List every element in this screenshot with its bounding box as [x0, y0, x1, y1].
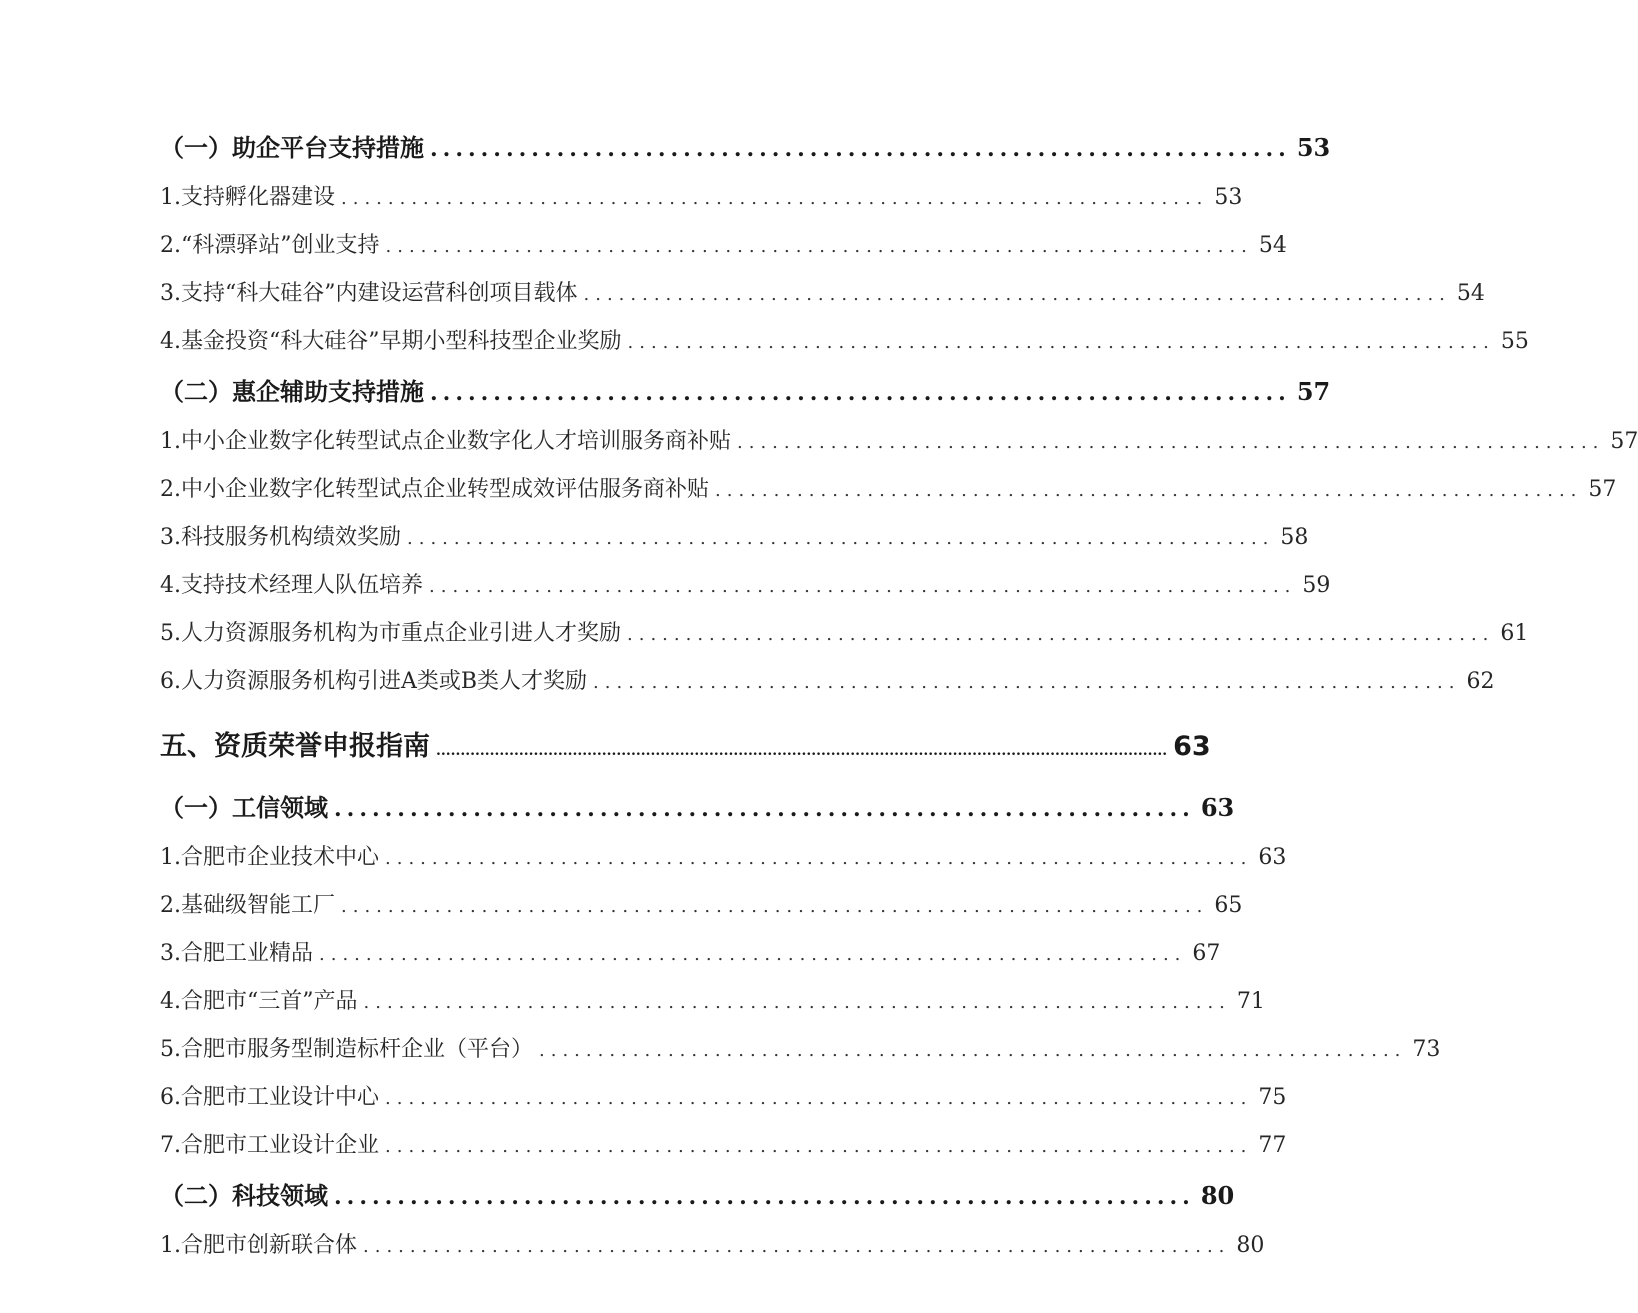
- toc-entry-title: 6.合肥市工业设计中心: [160, 1085, 379, 1110]
- toc-page-number: 54: [1456, 281, 1485, 306]
- toc-item-entry[interactable]: [160, 1128, 1287, 1159]
- toc-leader-dots: ..........................................................................: [385, 1088, 1253, 1109]
- toc-entry-title: 5.人力资源服务机构为市重点企业引进人才奖励: [160, 621, 621, 646]
- toc-leader-dots: ..........................................................................: [593, 672, 1461, 693]
- toc-leader-dots: ..........................................................................: [385, 236, 1253, 257]
- toc-page-number: 77: [1258, 1133, 1287, 1158]
- toc-item-entry[interactable]: [160, 424, 1638, 455]
- toc-item-entry[interactable]: [160, 1228, 1265, 1259]
- toc-item-entry[interactable]: [160, 324, 1529, 355]
- toc-item-entry[interactable]: [160, 1032, 1441, 1063]
- toc-item-entry[interactable]: [160, 520, 1309, 551]
- toc-entry-title: 2.基础级智能工厂: [160, 893, 335, 918]
- toc-entry-title: 1.合肥市企业技术中心: [160, 845, 379, 870]
- toc-entry-title: 4.支持技术经理人队伍培养: [160, 573, 423, 598]
- toc-page-number: 75: [1258, 1085, 1287, 1110]
- toc-item-entry[interactable]: [160, 664, 1495, 695]
- toc-page-number: 53: [1296, 133, 1331, 162]
- toc-entry-title: 3.科技服务机构绩效奖励: [160, 525, 401, 550]
- toc-page-number: 80: [1236, 1233, 1265, 1258]
- toc-entry-title: （二）惠企辅助支持措施: [160, 377, 424, 406]
- toc-page-number: 80: [1200, 1181, 1235, 1210]
- toc-leader-dots: ..........................................................................: [385, 848, 1253, 869]
- toc-page-number: 59: [1302, 573, 1331, 598]
- toc-page-number: 54: [1258, 233, 1287, 258]
- toc-leader-dots: ..........................................................................: [363, 1236, 1231, 1257]
- toc-leader-dots: ......................................................................................................................................................: [436, 743, 1168, 759]
- toc-chapter-entry[interactable]: [160, 724, 1211, 763]
- toc-leader-dots: ..........................................................................: [341, 188, 1209, 209]
- toc-entry-title: 五、资质荣誉申报指南: [160, 731, 430, 762]
- toc-item-entry[interactable]: [160, 984, 1265, 1015]
- toc-page-number: 53: [1214, 185, 1243, 210]
- toc-section-entry[interactable]: [160, 1176, 1235, 1211]
- toc-entry-title: （一）助企平台支持措施: [160, 133, 424, 162]
- toc-leader-dots: ....................................................................: [430, 380, 1291, 406]
- toc-item-entry[interactable]: [160, 276, 1485, 307]
- toc-leader-dots: ..........................................................................: [627, 332, 1495, 353]
- toc-entry-title: （一）工信领域: [160, 793, 328, 822]
- toc-section-entry[interactable]: [160, 788, 1235, 823]
- toc-leader-dots: ..........................................................................: [583, 284, 1451, 305]
- toc-entry-title: 4.合肥市“三首”产品: [160, 989, 358, 1014]
- toc-leader-dots: ..........................................................................: [539, 1040, 1407, 1061]
- toc-section-entry[interactable]: [160, 128, 1331, 163]
- toc-leader-dots: ..........................................................................: [319, 944, 1187, 965]
- toc-leader-dots: ....................................................................: [334, 796, 1195, 822]
- toc-entry-title: 3.合肥工业精品: [160, 941, 313, 966]
- toc-page-number: 71: [1236, 989, 1265, 1014]
- toc-entry-title: 4.基金投资“科大硅谷”早期小型科技型企业奖励: [160, 329, 622, 354]
- toc-page-number: 55: [1500, 329, 1529, 354]
- toc-item-entry[interactable]: [160, 936, 1221, 967]
- toc-entry-title: 1.合肥市创新联合体: [160, 1233, 357, 1258]
- toc-page-number: 63: [1258, 845, 1287, 870]
- toc-section-entry[interactable]: [160, 372, 1331, 407]
- toc-entry-title: 6.人力资源服务机构引进A类或B类人才奖励: [160, 669, 588, 694]
- toc-leader-dots: ..........................................................................: [341, 896, 1209, 917]
- toc-entry-title: 1.支持孵化器建设: [160, 185, 335, 210]
- toc-entry-title: 7.合肥市工业设计企业: [160, 1133, 379, 1158]
- toc-leader-dots: ..........................................................................: [737, 432, 1605, 453]
- toc-page-number: 62: [1466, 669, 1495, 694]
- toc-item-entry[interactable]: [160, 568, 1331, 599]
- toc-item-entry[interactable]: [160, 472, 1617, 503]
- toc-page-number: 57: [1588, 477, 1617, 502]
- toc-leader-dots: ..........................................................................: [429, 576, 1297, 597]
- toc-leader-dots: ..........................................................................: [363, 992, 1231, 1013]
- toc-item-entry[interactable]: [160, 180, 1243, 211]
- toc-entry-title: 2.中小企业数字化转型试点企业转型成效评估服务商补贴: [160, 477, 709, 502]
- toc-page-number: 63: [1200, 793, 1235, 822]
- toc-item-entry[interactable]: [160, 228, 1287, 259]
- toc-entry-title: （二）科技领域: [160, 1181, 328, 1210]
- toc-item-entry[interactable]: [160, 616, 1529, 647]
- toc-page-number: 63: [1173, 731, 1211, 762]
- toc-item-entry[interactable]: [160, 840, 1287, 871]
- toc-page-number: 61: [1500, 621, 1529, 646]
- toc-page-number: 67: [1192, 941, 1221, 966]
- toc-leader-dots: ..........................................................................: [407, 528, 1275, 549]
- toc-page-number: 65: [1214, 893, 1243, 918]
- toc-leader-dots: ..........................................................................: [715, 480, 1583, 501]
- toc-leader-dots: ..........................................................................: [627, 624, 1495, 645]
- toc-entry-title: 5.合肥市服务型制造标杆企业（平台）: [160, 1037, 533, 1062]
- toc-page-number: 73: [1412, 1037, 1441, 1062]
- toc-page-number: 57: [1296, 377, 1331, 406]
- toc-page-number: 58: [1280, 525, 1309, 550]
- toc-leader-dots: ....................................................................: [430, 136, 1291, 162]
- toc-entry-title: 1.中小企业数字化转型试点企业数字化人才培训服务商补贴: [160, 429, 731, 454]
- toc-page-number: 57: [1610, 429, 1638, 454]
- toc-entry-title: 3.支持“科大硅谷”内建设运营科创项目载体: [160, 281, 578, 306]
- toc-leader-dots: ....................................................................: [334, 1184, 1195, 1210]
- toc-item-entry[interactable]: [160, 888, 1243, 919]
- toc-entry-title: 2.“科漂驿站”创业支持: [160, 233, 380, 258]
- toc-item-entry[interactable]: [160, 1080, 1287, 1111]
- toc-leader-dots: ..........................................................................: [385, 1136, 1253, 1157]
